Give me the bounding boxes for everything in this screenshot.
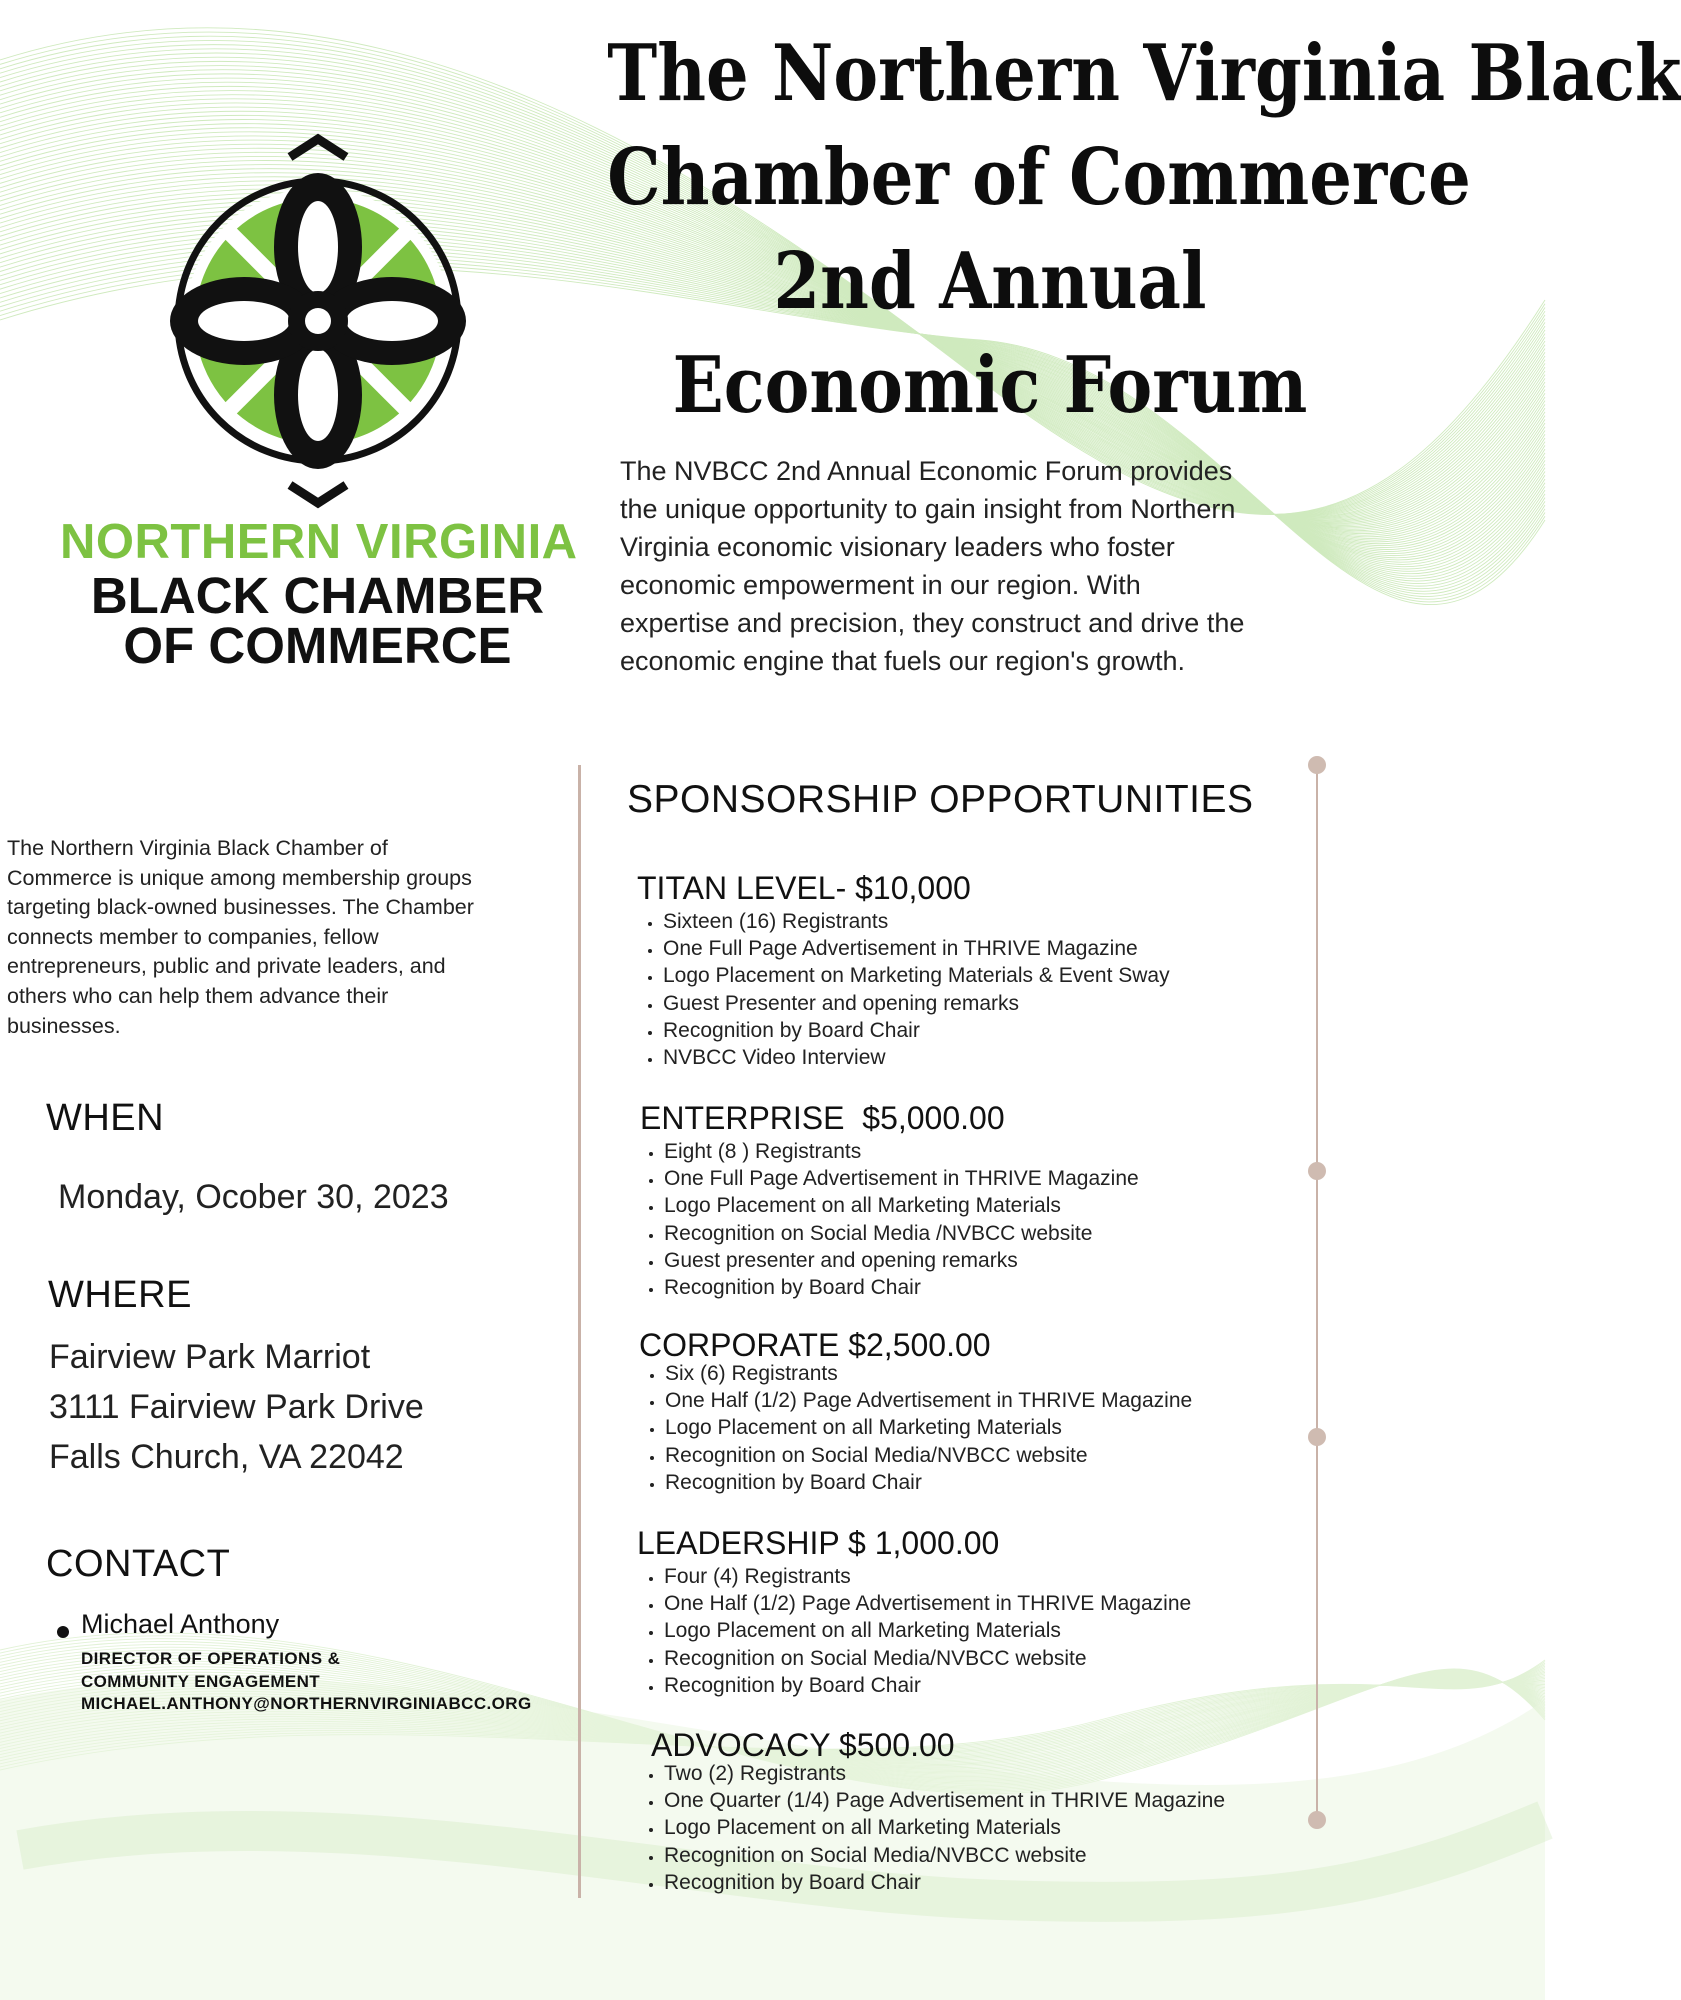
page-title-line-4: Economic Forum xyxy=(672,340,1308,431)
tier-name: CORPORATE $2,500.00 xyxy=(639,1327,991,1363)
sponsorship-heading: SPONSORSHIP OPPORTUNITIES xyxy=(627,778,1254,821)
timeline-line xyxy=(1316,763,1318,1823)
event-address xyxy=(49,1332,424,1482)
contact-title-line: COMMUNITY ENGAGEMENT xyxy=(81,1671,321,1691)
list-item: • One Full Page Advertisement in THRIVE Magazine xyxy=(663,935,1170,962)
timeline-dot xyxy=(1308,1428,1326,1446)
contact-details xyxy=(81,1648,532,1716)
tier-name: ADVOCACY $500.00 xyxy=(651,1727,955,1763)
where-heading: WHERE xyxy=(48,1274,192,1316)
intro-line: the unique opportunity to gain insight from Northern xyxy=(620,494,1236,524)
tier-benefits-list xyxy=(639,1360,1192,1496)
page-title-line-2: Chamber of Commerce xyxy=(607,132,1471,223)
list-item: • One Half (1/2) Page Advertisement in THRIVE Magazine xyxy=(664,1590,1191,1617)
list-item: • Recognition by Board Chair xyxy=(665,1469,1192,1496)
list-item: • Recognition on Social Media /NVBCC website xyxy=(664,1220,1139,1247)
list-item: • Logo Placement on all Marketing Materials xyxy=(665,1414,1192,1441)
page-title-line-1: The Northern Virginia Black xyxy=(607,28,1681,119)
contact-title-line: DIRECTOR OF OPERATIONS & xyxy=(81,1649,341,1668)
list-item: • Six (6) Registrants xyxy=(665,1360,1192,1387)
list-item: • Logo Placement on all Marketing Materials xyxy=(664,1192,1139,1219)
tier-titan xyxy=(637,870,1170,1071)
about-line: others who can help them advance their xyxy=(7,983,389,1008)
intro-line: Virginia economic visionary leaders who foster xyxy=(620,532,1175,562)
adinkra-flower-logo-icon xyxy=(170,135,466,507)
logo-text-northern-virginia: NORTHERN VIRGINIA xyxy=(60,515,578,569)
tier-benefits-list xyxy=(637,1760,1225,1896)
list-item: • Recognition by Board Chair xyxy=(664,1869,1225,1896)
timeline-dot xyxy=(1308,1162,1326,1180)
when-heading: WHEN xyxy=(46,1097,165,1139)
street-address: 3111 Fairview Park Drive xyxy=(49,1388,424,1426)
list-item: • Recognition by Board Chair xyxy=(664,1672,1191,1699)
intro-line: economic empowerment in our region. With xyxy=(620,570,1141,600)
list-item: • One Full Page Advertisement in THRIVE Magazine xyxy=(664,1165,1139,1192)
list-item: • Four (4) Registrants xyxy=(664,1563,1191,1590)
contact-name: Michael Anthony xyxy=(81,1609,280,1639)
logo-text-black-chamber: BLACK CHAMBER xyxy=(90,567,545,624)
list-item: • Recognition on Social Media/NVBCC website xyxy=(665,1442,1192,1469)
list-item: • Recognition by Board Chair xyxy=(663,1017,1170,1044)
about-line: businesses. xyxy=(7,1013,121,1038)
tier-name: ENTERPRISE $5,000.00 xyxy=(640,1100,1005,1136)
list-item: • One Quarter (1/4) Page Advertisement in THRIVE Magazine xyxy=(664,1787,1225,1814)
intro-line: expertise and precision, they construct and drive the xyxy=(620,608,1245,638)
logo-text-of-commerce: OF COMMERCE xyxy=(123,617,512,674)
tier-benefits-list xyxy=(640,1138,1139,1301)
tier-benefits-list xyxy=(637,1563,1191,1699)
tier-advocacy xyxy=(651,1727,1225,1896)
column-divider xyxy=(578,765,581,1898)
list-item: • Sixteen (16) Registrants xyxy=(663,908,1170,935)
bullet-icon xyxy=(57,1626,69,1638)
intro-line: The NVBCC 2nd Annual Economic Forum provides xyxy=(620,456,1233,486)
list-item: • Logo Placement on Marketing Materials & Event Sway xyxy=(663,962,1170,989)
list-item: • Recognition on Social Media/NVBCC website xyxy=(664,1842,1225,1869)
about-line: targeting black-owned businesses. The Chamber xyxy=(7,895,474,920)
tier-benefits-list xyxy=(637,908,1170,1071)
list-item: • Recognition on Social Media/NVBCC website xyxy=(664,1645,1191,1672)
intro-paragraph xyxy=(620,452,1380,680)
list-item: • Two (2) Registrants xyxy=(664,1760,1225,1787)
list-item: • Guest presenter and opening remarks xyxy=(664,1247,1139,1274)
venue-name: Fairview Park Marriot xyxy=(49,1338,371,1376)
about-paragraph xyxy=(7,834,577,1041)
about-line: connects member to companies, fellow xyxy=(7,924,379,949)
list-item: • Eight (8 ) Registrants xyxy=(664,1138,1139,1165)
contact-heading: CONTACT xyxy=(46,1543,231,1585)
tier-corporate xyxy=(639,1327,1192,1496)
list-item: • Guest Presenter and opening remarks xyxy=(663,990,1170,1017)
contact-email[interactable]: MICHAEL.ANTHONY@NORTHERNVIRGINIABCC.ORG xyxy=(81,1694,532,1713)
tier-enterprise xyxy=(640,1100,1139,1301)
about-line: entrepreneurs, public and private leaders, and xyxy=(7,954,446,979)
tier-name: LEADERSHIP $ 1,000.00 xyxy=(637,1525,1000,1561)
intro-line: economic engine that fuels our region's growth. xyxy=(620,646,1185,676)
about-line: Commerce is unique among membership groups xyxy=(7,865,472,890)
tier-name: TITAN LEVEL- $10,000 xyxy=(637,870,971,906)
list-item: • Logo Placement on all Marketing Materials xyxy=(664,1814,1225,1841)
list-item: • NVBCC Video Interview xyxy=(663,1044,1170,1071)
about-line: The Northern Virginia Black Chamber of xyxy=(7,836,388,860)
tier-leadership xyxy=(637,1525,1191,1699)
page-title-line-3: 2nd Annual xyxy=(773,236,1207,327)
event-date: Monday, Ocober 30, 2023 xyxy=(58,1178,449,1216)
list-item: • Logo Placement on all Marketing Materials xyxy=(664,1617,1191,1644)
timeline-dot xyxy=(1308,756,1326,774)
timeline-dot xyxy=(1308,1811,1326,1829)
city-state-zip: Falls Church, VA 22042 xyxy=(49,1438,404,1476)
list-item: • Recognition by Board Chair xyxy=(664,1274,1139,1301)
list-item: • One Half (1/2) Page Advertisement in THRIVE Magazine xyxy=(665,1387,1192,1414)
